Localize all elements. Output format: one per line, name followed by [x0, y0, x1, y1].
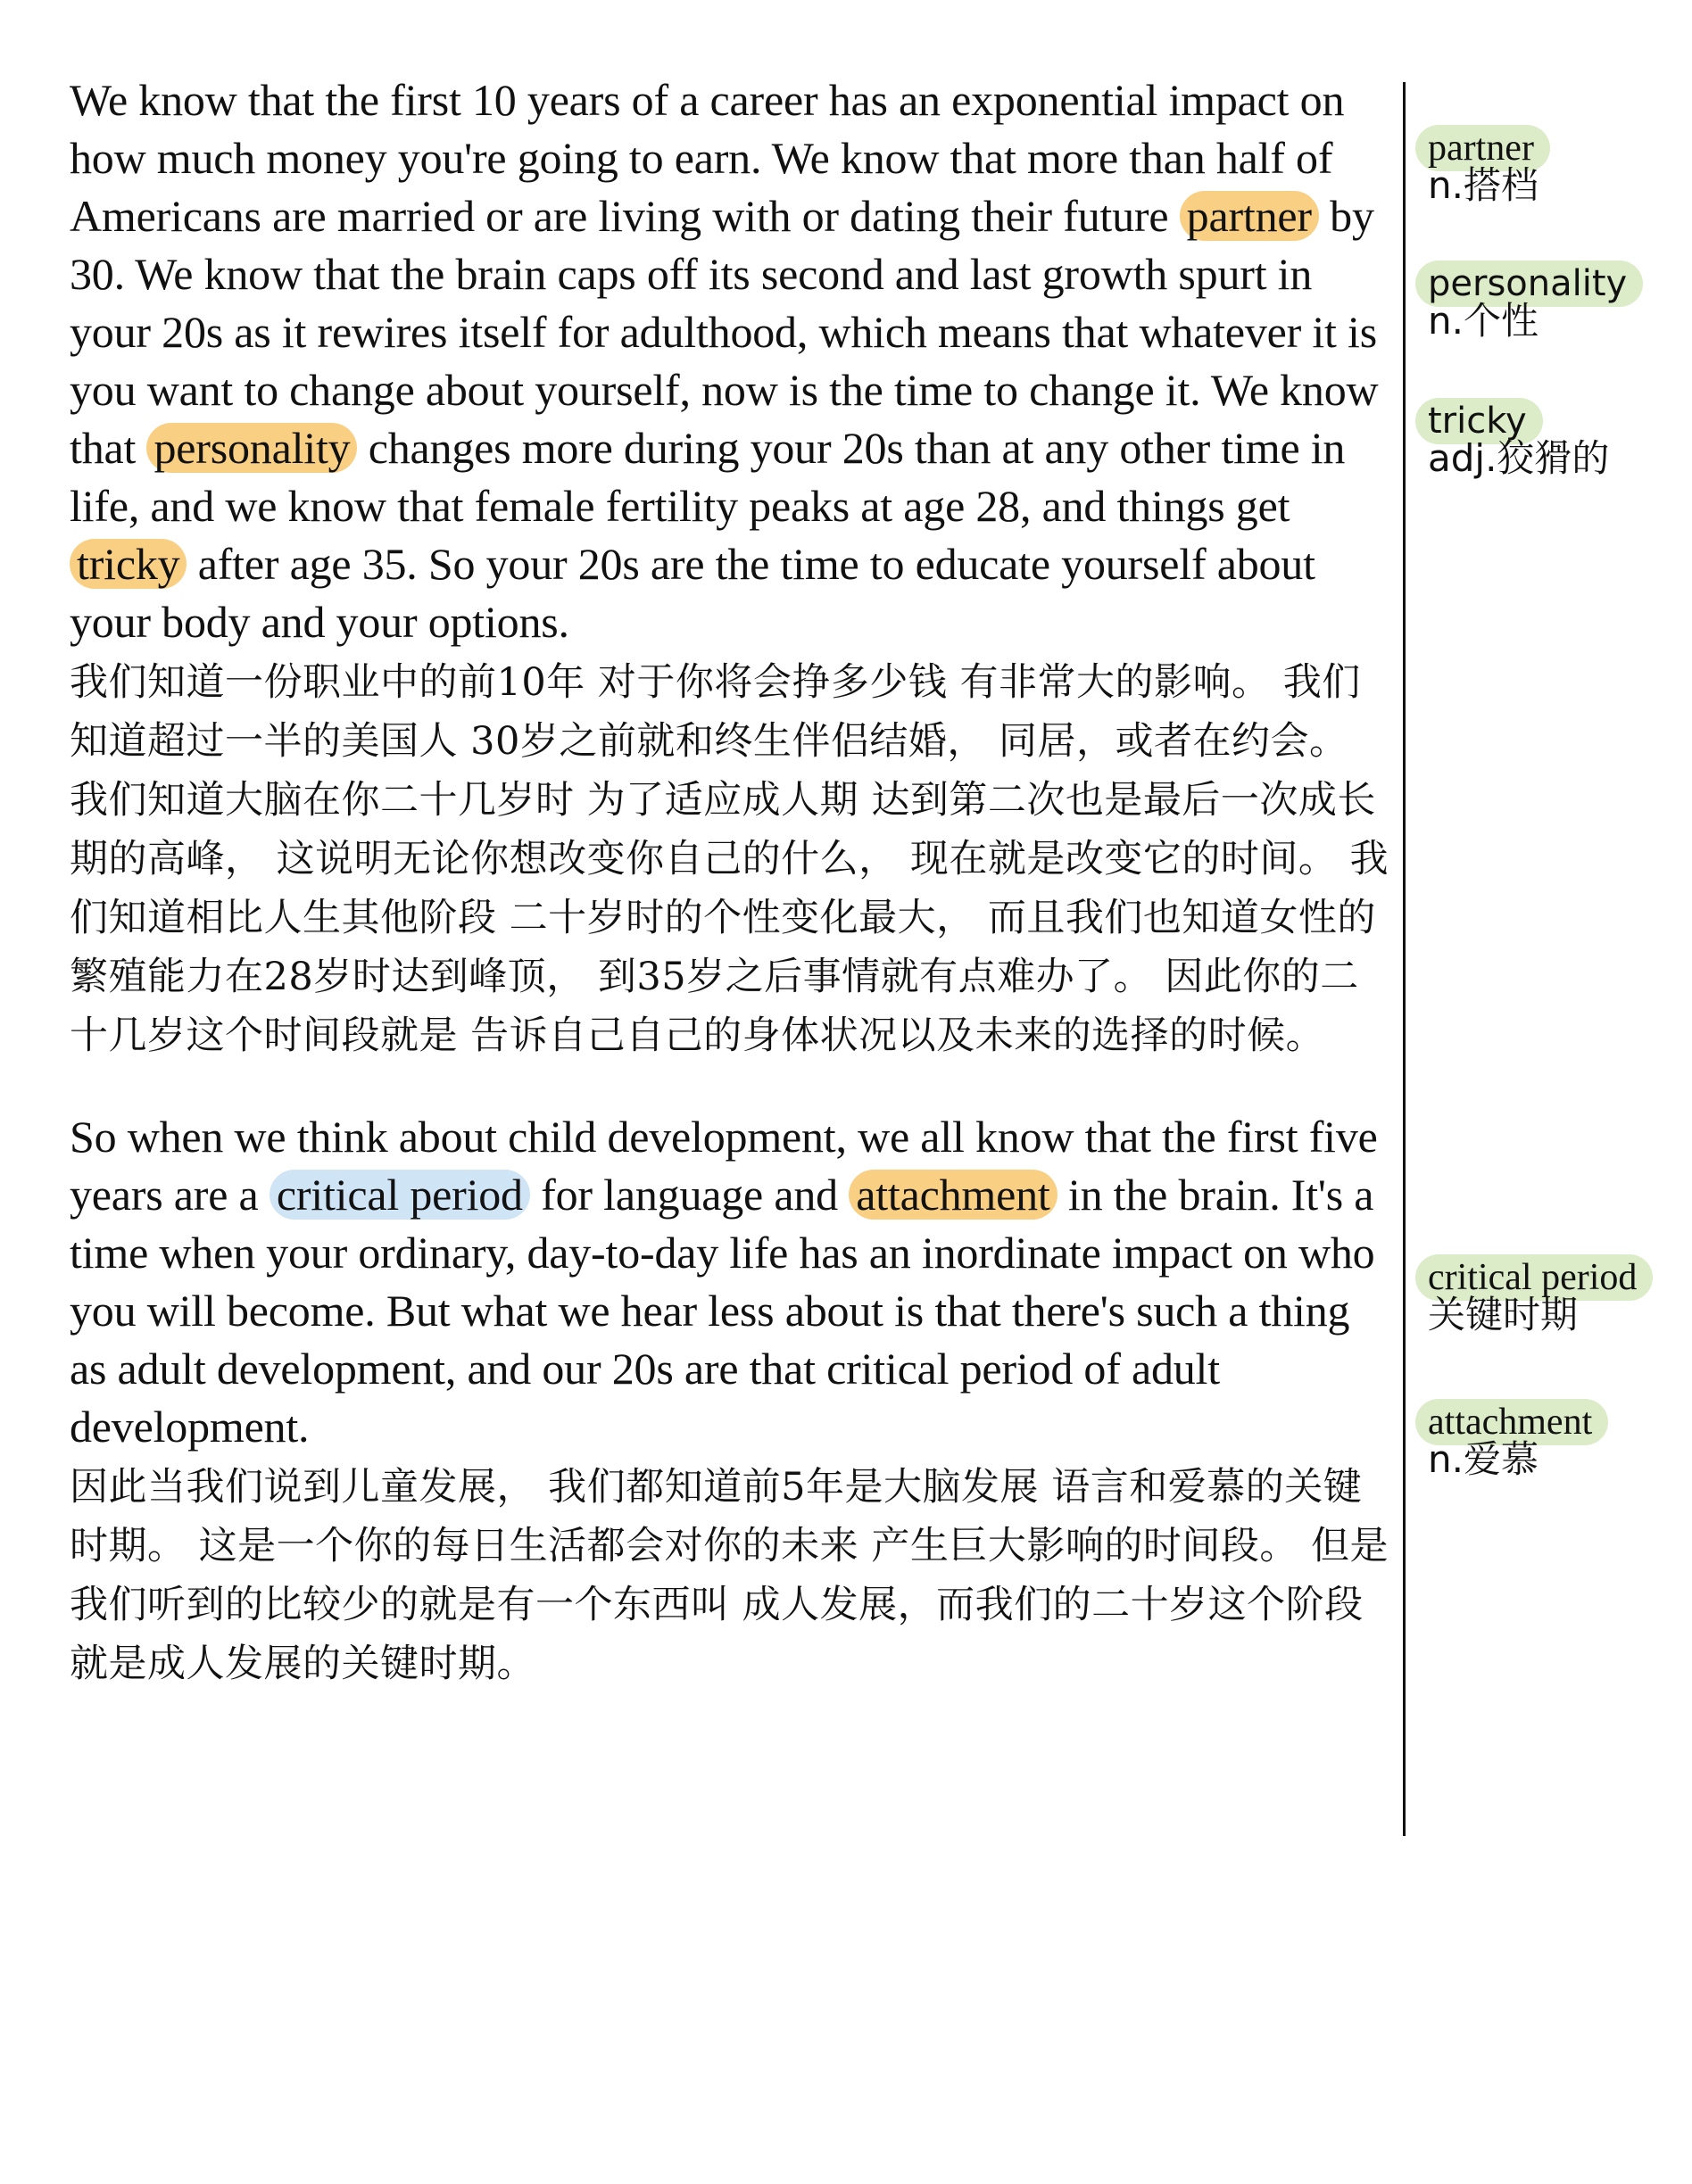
glossary-entry-personality: [1415, 261, 1643, 341]
glossary-definition: adj.狡猾的: [1428, 436, 1610, 480]
highlighted-phrase-critical-period[interactable]: critical period: [270, 1170, 530, 1220]
glossary-term: partner: [1415, 125, 1550, 171]
highlighted-word-partner[interactable]: partner: [1180, 191, 1319, 241]
glossary-definition: 关键时期: [1428, 1293, 1579, 1336]
passage-2-english: [70, 1108, 1390, 1456]
passage-1-chinese: 我们知道一份职业中的前10年 对于你将会挣多少钱 有非常大的影响。 我们知道超过一半的美国人 30岁之前就和终生伴侣结婚， 同居，或者在约会。 我们知道大脑在你二十几岁时 为了适应成人期 达到第二次也是最后一次成长期的高峰， 这说明无论你想改变你自己的什么， 现在就是改变它的时间。 我们知道相比人生其他阶段 二十岁时的个性变化最大， 而且我们也知道女性的繁殖能力在28岁时达到峰顶， 到35岁之后事情就有点难办了。 因此你的二十几岁这个时间段就是 告诉自己自己的身体状况以及未来的选择的时候。: [70, 660, 1389, 1058]
en-text-segment: in the brain. It's a time when your ordinary, day-to-day life has an inordinate impact on who you will become. But what we hear less about is that there's such a thing as adult development, and our 20s are that critical period of adult development.: [70, 1170, 1375, 1452]
glossary-entry-attachment: [1415, 1399, 1608, 1479]
glossary-term: attachment: [1415, 1399, 1608, 1445]
passage-1: [70, 71, 1390, 1065]
glossary-entry-tricky: [1415, 398, 1609, 478]
highlighted-word-tricky[interactable]: tricky: [70, 539, 187, 589]
glossary-entry-partner: [1415, 125, 1550, 205]
glossary-term: personality: [1415, 261, 1643, 307]
en-text-segment: for language and: [529, 1170, 850, 1220]
en-text-segment: by 30. We know that the brain caps off its second and last growth spurt in your 20s as it rewires itself for adulthood, which means that whatever it is you want to change about yourself, now is the time to change it. We know that: [70, 191, 1379, 473]
glossary-definition: n.爱慕: [1428, 1437, 1539, 1481]
glossary-term: critical period: [1415, 1254, 1653, 1301]
en-text-segment: changes more during your 20s than at any other time in life, and we know that female fertility peaks at age 28, and things get: [70, 423, 1346, 531]
en-text-segment: So when we think about child development, we all know that the first five years are a: [70, 1112, 1378, 1220]
en-text-segment: We know that the first 10 years of a career has an exponential impact on how much money you're going to earn. We know that more than half of Americans are married or are living with or dating their future: [70, 75, 1345, 241]
highlighted-word-attachment[interactable]: attachment: [849, 1170, 1057, 1220]
passage-1-english: [70, 71, 1390, 651]
passage-2-chinese: 因此当我们说到儿童发展， 我们都知道前5年是大脑发展 语言和爱慕的关键时期。 这是一个你的每日生活都会对你的未来 产生巨大影响的时间段。 但是我们听到的比较少的就是有一个东西叫 成人发展，而我们的二十岁这个阶段 就是成人发展的关键时期。: [70, 1465, 1389, 1686]
glossary-definition: n.个性: [1428, 299, 1539, 343]
passage-2: [70, 1108, 1390, 1693]
glossary-term: tricky: [1415, 398, 1543, 444]
glossary-definition: n.搭档: [1428, 163, 1539, 207]
highlighted-word-personality[interactable]: personality: [146, 423, 357, 473]
glossary-divider: [1403, 82, 1406, 1836]
main-text-column: [70, 71, 1390, 1693]
en-text-segment: after age 35. So your 20s are the time to educate yourself about your body and your options.: [70, 539, 1315, 647]
glossary-entry-critical-period: [1415, 1254, 1653, 1335]
